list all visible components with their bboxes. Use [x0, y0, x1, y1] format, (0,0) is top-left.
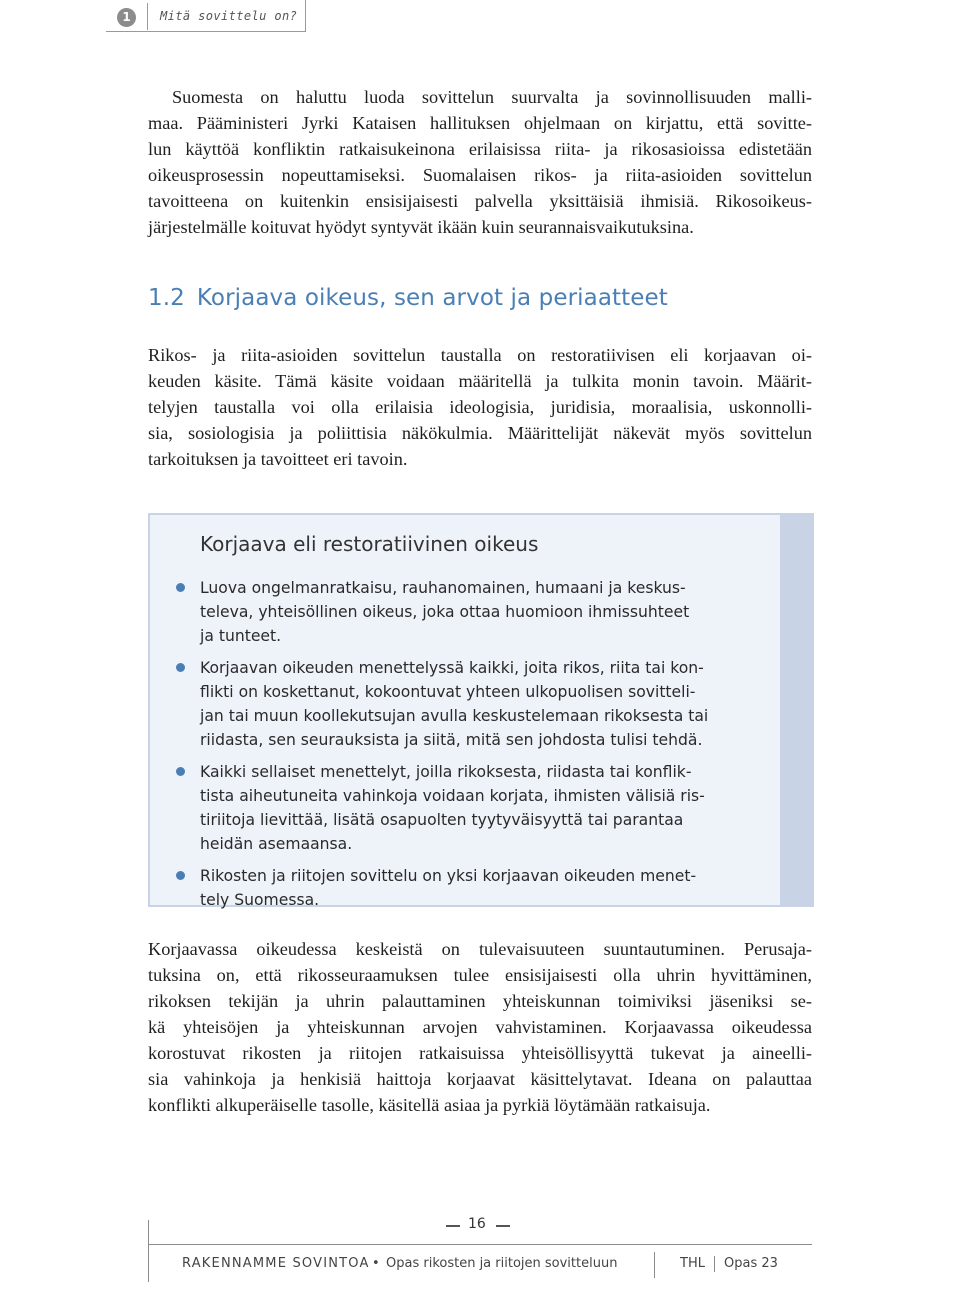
intro-line: Suomesta on haluttu luoda sovittelun suurvalta ja sovinnollisuuden malli- — [172, 87, 812, 107]
closing-line: konflikti alkuperäiselle tasolle, käsitellä asiaa ja pyrkiä löytämään ratkaisuja. — [148, 1095, 711, 1115]
info-box-title: Korjaava eli restoratiivinen oikeus — [200, 532, 539, 556]
list-item-line: ja tunteet. — [200, 627, 282, 645]
list-item-line: Luova ongelmanratkaisu, rauhanomainen, humaani ja keskus- — [200, 579, 686, 597]
bullet-dot-icon — [176, 583, 185, 592]
closing-line: tuksina on, että rikosseuraamuksen tulee ensisijaisesti olla uhrin hyvittäminen, — [148, 965, 812, 985]
chapter-number-badge: 1 — [117, 8, 136, 27]
header-divider — [147, 3, 148, 30]
bullet-dot-icon — [176, 871, 185, 880]
list-item-line: Rikosten ja riitojen sovittelu on yksi korjaavan oikeuden menet- — [200, 867, 697, 885]
closing-line: rikoksen tekijän ja uhrin palauttaminen yhteiskunnan toimiviksi jäseniksi se- — [148, 991, 812, 1011]
intro-line: tavoitteena on kuitenkin ensisijaisesti palvella yksittäisiä ihmisiä. Rikosoikeus- — [148, 191, 812, 211]
bullet-dot-icon — [176, 663, 185, 672]
footer-separator — [714, 1256, 715, 1272]
section-title: Korjaava oikeus, sen arvot ja periaatteet — [196, 285, 668, 311]
section-line: sia, sosiologisia ja poliittisia näkökulmia. Määrittelijät näkevät myös sovittelun — [148, 423, 812, 443]
list-item — [176, 864, 766, 912]
section-line: tarkoituksen ja tavoitteet eri tavoin. — [148, 449, 408, 469]
closing-line: Korjaavassa oikeudessa keskeistä on tulevaisuuteen suuntautuminen. Perusaja- — [148, 939, 812, 959]
footer-rule-vertical — [148, 1220, 149, 1282]
closing-line: korostuvat rikosten ja riitojen ratkaisuissa yhteisöllisyyttä tukevat ja aineelli- — [148, 1043, 812, 1063]
footer-series: RAKENNAMME SOVINTOA — [182, 1256, 370, 1271]
page-number-dash — [496, 1225, 510, 1227]
list-item — [176, 576, 766, 648]
list-item-line: Kaikki sellaiset menettelyt, joilla rikoksesta, riidasta tai konflik- — [200, 763, 692, 781]
list-item-line: Korjaavan oikeuden menettelyssä kaikki, joita rikos, riita tai kon- — [200, 659, 704, 677]
intro-line: lun käyttöä konfliktin ratkaisukeinona erilaisissa riita- ja rikosasioissa edistetään — [148, 139, 812, 159]
list-item-line: riidasta, sen seurauksista ja siitä, mitä sen johdosta tulisi tehdä. — [200, 731, 703, 749]
section-line: Rikos- ja riita-asioiden sovittelun taustalla on restoratiivisen eli korjaavan oi- — [148, 345, 812, 365]
footer-publication: Opas 23 — [724, 1256, 778, 1271]
list-item — [176, 656, 766, 752]
running-header-title: Mitä sovittelu on? — [160, 9, 298, 23]
footer-publisher: THL — [680, 1256, 705, 1271]
closing-line: sia vahinkoja ja henkisiä haittoja korjaavat käsittelytavat. Ideana on palauttaa — [148, 1069, 812, 1089]
list-item-line: flikti on koskettanut, kokoontuvat yhteen ulkopuolisen sovitteli- — [200, 683, 696, 701]
page-number-text: 16 — [468, 1216, 486, 1232]
list-item-line: tiriitoja lievittää, lisätä osapuolten tyytyväisyyttä tai parantaa — [200, 811, 684, 829]
list-item-line: televa, yhteisöllinen oikeus, joka ottaa huomioon ihmissuhteet — [200, 603, 690, 621]
section-paragraph — [148, 342, 812, 472]
list-item-line: tely Suomessa. — [200, 891, 320, 909]
info-box-list — [176, 576, 766, 920]
closing-paragraph — [148, 936, 812, 1118]
bullet-dot-icon — [176, 767, 185, 776]
footer-bullet: • — [372, 1256, 380, 1271]
section-line: keuden käsite. Tämä käsite voidaan määritellä ja tulkita monin tavoin. Määrit- — [148, 371, 812, 391]
section-heading — [148, 285, 668, 311]
list-item-line: jan tai muun koollekutsujan avulla keskustelemaan rikoksesta tai — [200, 707, 709, 725]
list-item-text — [200, 864, 766, 912]
section-number: 1.2 — [148, 285, 185, 311]
list-item-text — [200, 760, 766, 856]
intro-line: maa. Pääministeri Jyrki Kataisen hallituksen ohjelmaan on kirjattu, että sovitte- — [148, 113, 812, 133]
list-item — [176, 760, 766, 856]
page-number — [446, 1214, 510, 1236]
footer-separator — [654, 1252, 655, 1278]
footer-rule — [148, 1244, 812, 1245]
intro-paragraph — [148, 84, 812, 240]
footer-subtitle: Opas rikosten ja riitojen sovitteluun — [386, 1256, 618, 1271]
page-number-dash — [446, 1225, 460, 1227]
section-line: telyjen taustalla voi olla erilaisia ideologisia, juridisia, moraalisia, uskonnolli- — [148, 397, 812, 417]
intro-line: järjestelmälle koituvat hyödyt syntyvät ikään kuin seurannaisvaikutuksina. — [148, 217, 694, 237]
list-item-line: heidän asemaansa. — [200, 835, 353, 853]
intro-line: oikeusprosessin nopeuttamiseksi. Suomalaisen rikos- ja riita-asioiden sovittelun — [148, 165, 812, 185]
list-item-text — [200, 576, 766, 648]
list-item-text — [200, 656, 766, 752]
closing-line: kä yhteisöjen ja yhteiskunnan arvojen vahvistaminen. Korjaavassa oikeudessa — [148, 1017, 812, 1037]
list-item-line: tista aiheutuneita vahinkoja voidaan korjata, ihmisten välisiä ris- — [200, 787, 705, 805]
